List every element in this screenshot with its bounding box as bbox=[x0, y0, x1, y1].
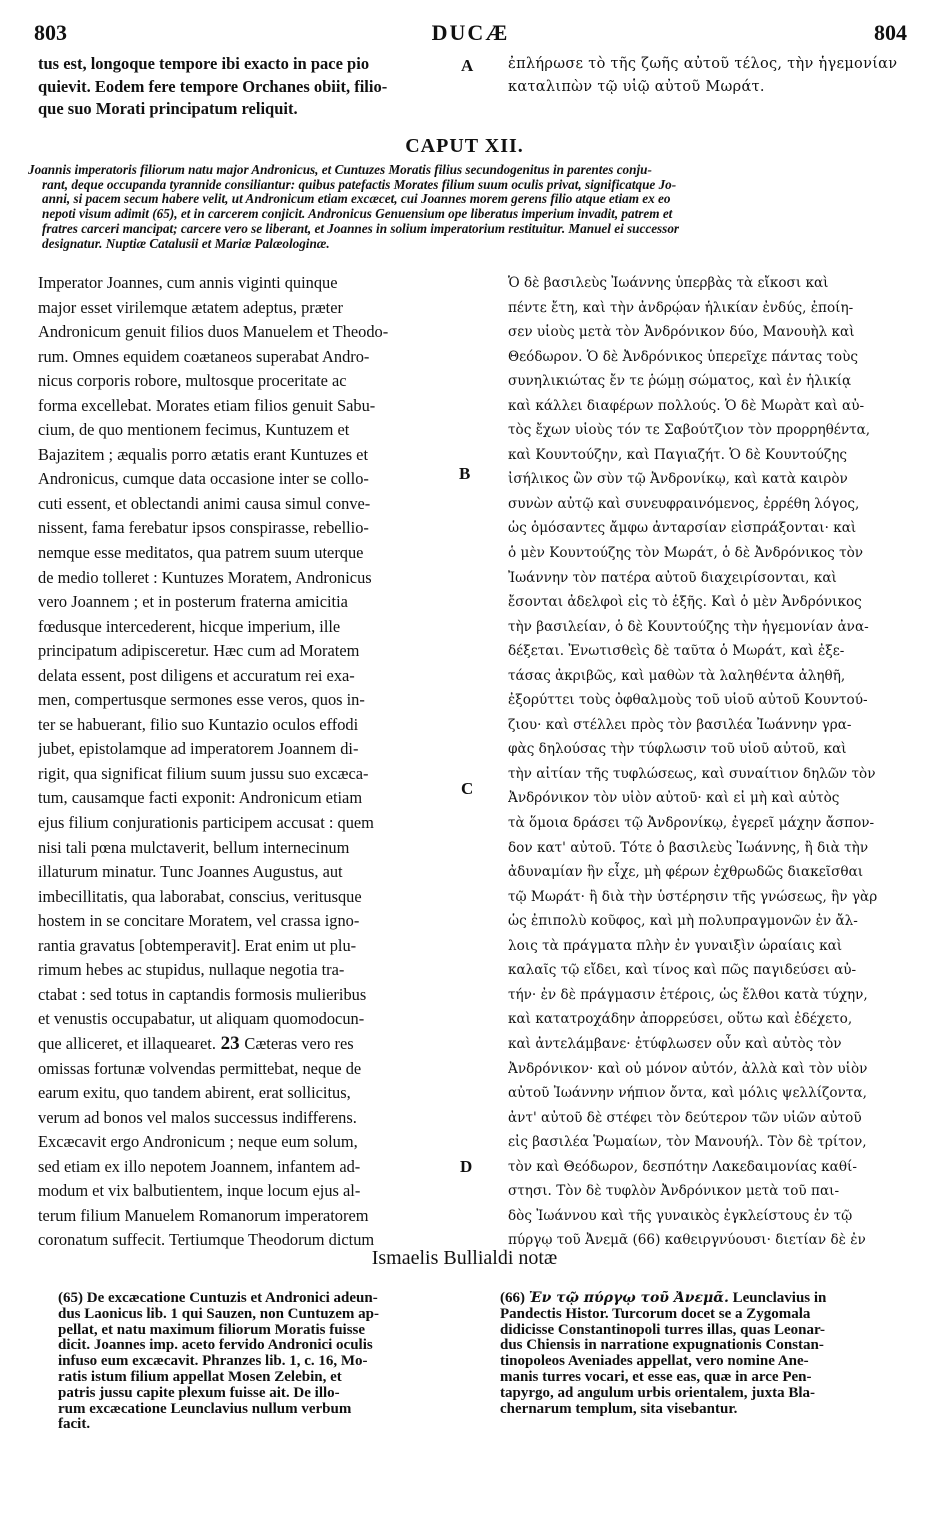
latin-column bbox=[38, 271, 460, 1253]
main-text bbox=[38, 271, 907, 1250]
text-line: coronatum suffecit. Tertiumque Theodorum dictum bbox=[38, 1230, 375, 1250]
note-line: facit. bbox=[58, 1417, 91, 1433]
text-line: ter se habuerant, filio suo Kuntazio oculos effodi bbox=[38, 714, 359, 734]
text-line: τῷ Μωράτ· ἢ διὰ τὴν ὑστέρησιν τῆς γνώσεως, ἣν γὰρ bbox=[508, 888, 878, 905]
text-line: ἐξορύττει τοὺς ὀφθαλμοὺς τοῦ υἱοῦ αὐτοῦ Κουντού- bbox=[508, 692, 868, 709]
text-line: hostem in se concitare Moratem, vel crassa igno- bbox=[38, 911, 360, 931]
text-line: Ἀνδρόνικον· καὶ οὐ μόνον αὐτόν, ἀλλὰ καὶ τὸν υἱὸν bbox=[508, 1060, 868, 1077]
text-line: τὸν καὶ Θεόδωρον, δεσπότην Λακεδαιμονίας καθί- bbox=[508, 1158, 857, 1175]
page-number-right: 804 bbox=[874, 20, 907, 45]
text-line: τὴν αἰτίαν τῆς τυφλώσεως, καὶ συναίτιον δηλῶν τὸν bbox=[508, 765, 876, 782]
margin-marker-b: B bbox=[459, 464, 471, 483]
text-line: vero Joannem ; et in posterum fraterna amicitia bbox=[38, 592, 348, 612]
text-line: Ὁ δὲ βασιλεὺς Ἰωάννης ὑπερβὰς τὰ εἴκοσι καὶ bbox=[508, 275, 829, 291]
running-title: DUCÆ bbox=[431, 20, 510, 45]
text-line: Imperator Joannes, cum annis viginti quinque bbox=[38, 273, 338, 292]
text-line: καλαῖς τῷ εἴδει, καὶ τίνος καὶ πῶς παγιδεύσει αὐ- bbox=[508, 962, 857, 979]
text-line: ζιου· καὶ στέλλει πρὸς τὸν βασιλέα Ἰωάννην γρα- bbox=[508, 716, 852, 733]
text-line: quievit. Eodem fere tempore Orchanes obiit, filio- bbox=[38, 76, 388, 96]
note-line: tapyrgo, ad angulum urbis orientalem, juxta Bla- bbox=[500, 1385, 816, 1401]
note-line: tinopoleos Aveniades appellat, vero nomine Ane- bbox=[500, 1354, 809, 1370]
text-line: modum et vix balbutientem, inque locum ejus al- bbox=[38, 1181, 361, 1201]
text-line: ἔσονται ἀδελφοὶ εἰς τὸ ἑξῆς. Καὶ ὁ μὲν Ἀνδρόνικος bbox=[508, 594, 862, 611]
text-line: πύργῳ τοῦ Ἀνεμᾶ (66) καθειργνύουσι· διετίαν δὲ ἐν bbox=[508, 1232, 866, 1249]
note-line: dus Laonicus lib. 1 qui Sauzen, non Cuntuzem ap- bbox=[58, 1306, 379, 1322]
text-line: τὸς ἔχων υἱοὺς τόν τε Σαβούτζιον τὸν προρρηθέντα, bbox=[508, 422, 871, 439]
text-line: Andronicus, cumque data occasione inter se collo- bbox=[38, 469, 369, 489]
text-line: αὐτοῦ Ἰωάννην νήπιον ὄντα, καὶ μόλις ψελλίζοντα, bbox=[508, 1085, 867, 1102]
text-line: καὶ ἀντελάμβανε· ἐτύφλωσεν οὖν καὶ αὐτὸς τὸν bbox=[508, 1035, 842, 1052]
note-line: rum excæcatione Leunclavius nullum verbum bbox=[58, 1401, 352, 1417]
note-line: dicit. Joannes imp. aceto fervido Andronici oculis bbox=[58, 1338, 373, 1354]
greek-column-continuation bbox=[508, 53, 929, 98]
text-line: cium, de quo mentionem fecimus, Kuntuzem et bbox=[38, 420, 350, 440]
text-line: fœdusque intercederent, hicque imperium, ille bbox=[38, 616, 341, 636]
text-line: ὡς ὁμόσαντες ἄμφω ἀνταρσίαν εἰσπράξονται· καὶ bbox=[508, 520, 857, 537]
text-line: Excæcavit ergo Andronicum ; neque eum solum, bbox=[38, 1132, 358, 1152]
text-line: φὰς δηλούσας τὴν τύφλωσιν τοῦ υἱοῦ αὐτοῦ, καὶ bbox=[508, 741, 847, 758]
text-line: omissas fortunæ volvendas permittebat, neque de bbox=[38, 1058, 362, 1078]
summary-line: designatur. Nuptiæ Catalusii et Mariæ Palæologinæ. bbox=[42, 236, 330, 251]
text-line: rigit, qua significat filium suum jussu suo excæca- bbox=[38, 763, 369, 783]
note-number: (66) bbox=[500, 1291, 525, 1306]
text-line: λοις τὰ πράγματα πλὴν ἐν γυναιξὶν ὡραίαις καὶ bbox=[508, 937, 843, 954]
note-65 bbox=[58, 1291, 478, 1433]
text-line: τήν· ἐν δὲ πράγμασιν ἑτέροις, ὡς ἔλθοι κατὰ τύχην, bbox=[508, 986, 868, 1003]
summary-line: Joannis imperatoris filiorum natu major Andronicus, et Cuntuzes Moratis filius secundogenitus in parentes conju- bbox=[28, 163, 652, 177]
margin-marker-d: D bbox=[460, 1157, 473, 1176]
summary-line: nepoti visum adimit (65), et in carcerem conjicit. Andronicus Genuensium ope liberatus imperium invadit, patrem et bbox=[42, 207, 673, 222]
text-line: terum filium Manuelem Romanorum imperatorem bbox=[38, 1205, 369, 1225]
text-line: Andronicum genuit filios duos Manuelem et Theodo- bbox=[38, 322, 389, 342]
text-line: forma excellebat. Morates etiam filios genuit Sabu- bbox=[38, 395, 376, 415]
text-line: συνηλικιώτας ἔν τε ῥώμῃ σώματος, καὶ ἐν ἡλικίᾳ bbox=[508, 373, 852, 390]
text-line: τὴν βασιλείαν, ὁ δὲ Κουντούζης τὴν ἡγεμονίαν ἀνα- bbox=[508, 618, 869, 635]
text-line: καὶ Κουντούζην, καὶ Παγιαζήτ. Ὁ δὲ Κουντούζης bbox=[508, 446, 848, 463]
section-number: 23 bbox=[215, 1032, 245, 1054]
text-line: rum. Omnes equidem coætaneos superabat Andro- bbox=[38, 346, 370, 366]
text-line: ejus filium conjurationis participem accusat : quem bbox=[38, 813, 374, 833]
note-line: ratis istum filium appellat Mosen Zelebin, et bbox=[58, 1369, 342, 1385]
text-line: συνὼν αὐτῷ καὶ συνευφραινόμενος, ἐρρέθη λόγος, bbox=[508, 495, 860, 512]
text-line: verum ad bonos vel malos successus indifferens. bbox=[38, 1107, 357, 1127]
text-line: et venustis occupabatur, ut aliquam quomodocun- bbox=[38, 1009, 365, 1029]
chapter-summary bbox=[28, 163, 902, 251]
text-line: illaturum minatur. Tunc Joannes Augustus, aut bbox=[38, 862, 343, 882]
text-line: delata essent, post diligens et accuratum rei exa- bbox=[38, 665, 355, 685]
note-line: Pandectis Histor. Turcorum docet se a Zygomala bbox=[500, 1306, 811, 1322]
text-line: εἰς βασιλέα Ῥωμαίων, τὸν Μανουήλ. Τὸν δὲ τρίτον, bbox=[508, 1134, 867, 1151]
text-line: Ἰωάννην τὸν πατέρα αὐτοῦ διαχειρίσονται, καὶ bbox=[508, 569, 837, 586]
note-line: pellat, et natu maximum filiorum Moratis fuisse bbox=[58, 1322, 366, 1338]
text-line: ὁ μὲν Κουντούζης τὸν Μωράτ, ὁ δὲ Ἀνδρόνικος τὸν bbox=[508, 545, 864, 562]
text-line: δέξεται. Ἐνωτισθεὶς δὲ ταῦτα ὁ Μωράτ, καὶ ἐξε- bbox=[508, 643, 845, 660]
text-line: πέντε ἔτη, καὶ τὴν ἀνδρῴαν ἡλικίαν ἐνδύς, ἐποίη- bbox=[508, 299, 854, 316]
text-line: tus est, longoque tempore ibi exacto in pace pio bbox=[38, 54, 370, 73]
text-line: jubet, epistolamque ad imperatorem Joannem di- bbox=[38, 739, 359, 759]
text-line: earum exitu, quo tandem abirent, erat sollicitus, bbox=[38, 1083, 351, 1103]
text-line: de medio tolleret : Kuntuzes Moratem, Andronicus bbox=[38, 567, 372, 587]
notes-heading: Ismaelis Bullialdi notæ bbox=[371, 1247, 558, 1269]
note-line: dus Chiensis in narratione expugnationis Constan- bbox=[500, 1338, 824, 1354]
notes-section bbox=[38, 1291, 907, 1511]
text-line: principatum adipisceretur. Hæc cum ad Moratem bbox=[38, 641, 360, 661]
text-line: nemque esse meditatos, qua patrem suum uterque bbox=[38, 543, 364, 563]
summary-line: rant, deque occupanda tyrannide consiliantur: quibus patefactis Morates filium suum oculis privat, significatque Jo- bbox=[42, 177, 677, 192]
margin-marker-a: A bbox=[461, 56, 474, 75]
text-line: τάσας ἀκριβῶς, καὶ μαθὼν τὰ λαληθέντα ἀληθῆ, bbox=[508, 667, 846, 684]
note-line: chernarum templum, sita visebantur. bbox=[500, 1401, 738, 1417]
summary-line: fratres carceri mancipat; carcere vero se liberant, et Joannes in solium imperatorium restituitur. Manuel ei successor bbox=[42, 221, 680, 236]
note-line: manis turres vocari, et esse eas, quæ in arce Pen- bbox=[500, 1369, 812, 1385]
text-line: Θεόδωρον. Ὁ δὲ Ἀνδρόνικος ὑπερεῖχε πάντας τοὺς bbox=[508, 348, 858, 365]
text-line: Bajazitem ; æqualis porro ætatis erant Kuntuzes et bbox=[38, 444, 369, 464]
running-head bbox=[34, 20, 907, 50]
text-line: ἀντ' αὐτοῦ δὲ στέφει τὸν δεύτερον τῶν υἱῶν αὐτοῦ bbox=[508, 1109, 862, 1126]
text-line: imbecillitatis, qua laborabat, conscius, veritusque bbox=[38, 886, 362, 906]
text-line: τὰ ὅμοια δράσει τῷ Ἀνδρονίκῳ, ἐγερεῖ μάχην ἄσπον- bbox=[508, 815, 875, 832]
text-line: δον κατ' αὐτοῦ. Τότε ὁ βασιλεὺς Ἰωάννης, ἢ διὰ τὴν bbox=[508, 839, 869, 856]
text-line: major esset virilemque ætatem adeptus, præter bbox=[38, 297, 343, 317]
page-number-left: 803 bbox=[34, 20, 67, 45]
latin-column-continuation bbox=[38, 53, 460, 121]
margin-marker-c: C bbox=[461, 779, 474, 798]
chapter-title: CAPUT XII. bbox=[405, 135, 524, 157]
text-line: καὶ κάλλει διαφέρων πολλούς. Ὁ δὲ Μωρὰτ καὶ αὐ- bbox=[508, 397, 865, 414]
note-line: (65) De excæcatione Cuntuzis et Andronici adeun- bbox=[58, 1291, 378, 1306]
text-fragment: que alliceret, et illaquearet. bbox=[38, 1033, 216, 1053]
text-line: rantia gravatus [obtemperavit]. Erat enim ut plu- bbox=[38, 935, 357, 955]
text-line: ἀδυναμίαν ἣν εἶχε, μὴ φέρων ἐχθρωδῶς διακεῖσθαι bbox=[508, 864, 864, 881]
text-line: rimum hebes ac stupidus, nullaque negotia tra- bbox=[38, 960, 345, 980]
text-line: ὡς ἐπιπολὺ κοῦφος, καὶ μὴ πολυπραγμονῶν ἐν ἄλ- bbox=[508, 913, 858, 930]
text-line: que suo Morati principatum reliquit. bbox=[38, 99, 298, 118]
note-lemma: Ἐν τῷ πύργῳ τοῦ Ἀνεμᾶ. bbox=[528, 1291, 729, 1306]
text-line: ἰσήλικος ὢν σὺν τῷ Ἀνδρονίκῳ, καὶ κατὰ καιρὸν bbox=[508, 471, 848, 488]
text-line: nisi tali pœna mulctaverit, bellum internecinum bbox=[38, 837, 350, 857]
note-text: Leunclavius in bbox=[732, 1291, 827, 1306]
text-line: sed etiam ex illo nepotem Joannem, infantem ad- bbox=[38, 1156, 361, 1176]
text-line: ctabat : sed totus in captandis formosis mulieribus bbox=[38, 984, 367, 1004]
text-line: δὸς Ἰωάννου καὶ τῆς γυναικὸς ἐγκλείστους ἐν τῷ bbox=[508, 1207, 853, 1224]
text-line: Ἀνδρόνικον τὸν υἱὸν αὐτοῦ· καὶ εἰ μὴ καὶ αὐτὸς bbox=[508, 790, 840, 807]
text-line: men, compertusque sermones esse veros, quos in- bbox=[38, 690, 365, 710]
note-line: infuso eum excæcavit. Phranzes lib. 1, c. 16, Mo- bbox=[58, 1354, 368, 1370]
text-line: σεν υἱοὺς μετὰ τὸν Ἀνδρόνικον δύο, Μανουὴλ καὶ bbox=[508, 324, 855, 341]
summary-line: anni, si pacem secum habere velit, ut Andronicum etiam excæcet, cui Joannes morem gerens filio atque etiam ex eo bbox=[42, 192, 671, 207]
text-line: cuti essent, et oblectandi animi causa simul conve- bbox=[38, 493, 371, 513]
text-line: καταλιπὼν τῷ υἱῷ αὐτοῦ Μωράτ. bbox=[508, 78, 765, 95]
note-line bbox=[500, 1291, 929, 1307]
text-line: nicus corporis robore, multosque proceritate ac bbox=[38, 371, 347, 391]
text-line bbox=[38, 1032, 460, 1057]
text-line: nissent, fama ferebatur ipsos conspirasse, rebellio- bbox=[38, 518, 369, 538]
text-line: στησι. Τὸν δὲ τυφλὸν Ἀνδρόνικον μετὰ τοῦ παι- bbox=[508, 1183, 840, 1200]
text-line: tum, causamque facti exponit: Andronicum etiam bbox=[38, 788, 363, 808]
text-line: καὶ κατατροχάδην ἀπορρεύσει, οὕτω καὶ ἐδέχετο, bbox=[508, 1011, 853, 1028]
text-line: ἐπλήρωσε τὸ τῆς ζωῆς αὐτοῦ τέλος, τὴν ἡγεμονίαν bbox=[508, 56, 898, 72]
greek-column bbox=[508, 271, 929, 1253]
text-fragment: Cæteras vero res bbox=[244, 1033, 354, 1053]
note-66 bbox=[500, 1291, 929, 1417]
note-line: patris jussu capite plexum fuisse ait. De illo- bbox=[58, 1385, 340, 1401]
note-line: didicisse Constantinopoli turres illas, quas Leonar- bbox=[500, 1322, 826, 1338]
